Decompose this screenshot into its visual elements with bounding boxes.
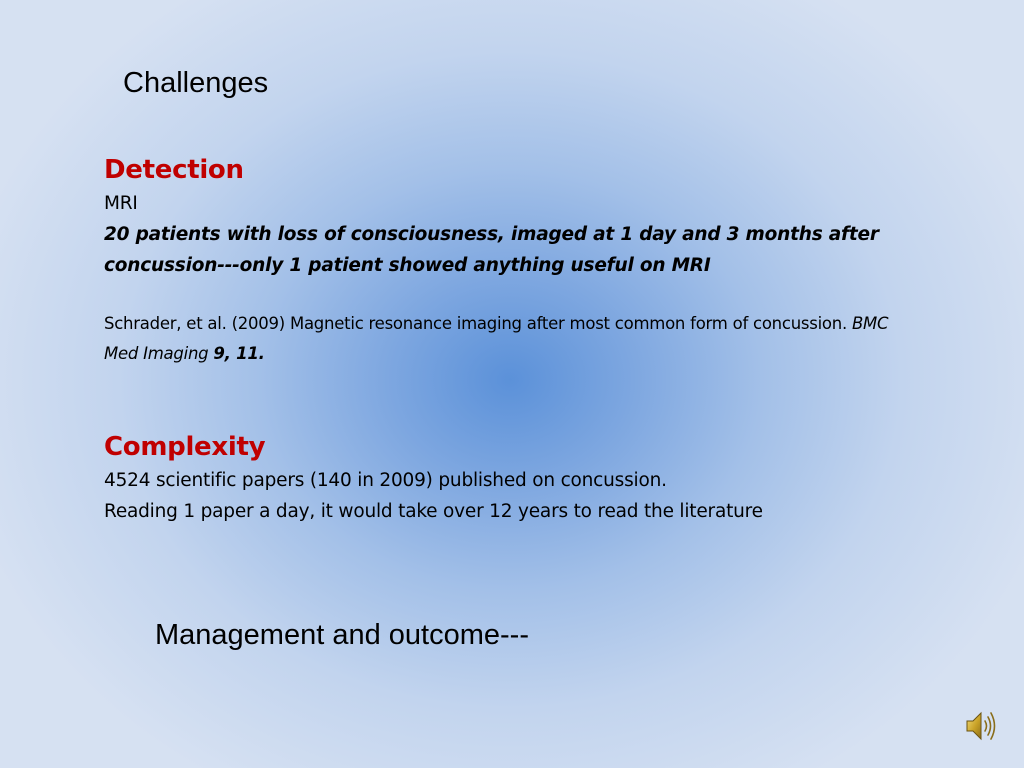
mri-finding-line-2: concussion---only 1 patient showed anything useful on MRI (104, 255, 711, 276)
citation-line-2 (104, 339, 1004, 369)
citation-journal-part-2: Med Imaging (104, 344, 214, 363)
complexity-line-2: Reading 1 paper a day, it would take over 12 years to read the literature (104, 501, 763, 522)
citation-journal-part-1: BMC (851, 314, 889, 333)
mri-finding-line-1: 20 patients with loss of consciousness, imaged at 1 day and 3 months after (104, 224, 879, 245)
citation-line-1 (104, 309, 1004, 339)
complexity-heading: Complexity (104, 432, 266, 462)
slide-content (104, 152, 1004, 527)
citation-text: Schrader, et al. (2009) Magnetic resonance imaging after most common form of concussion. (104, 314, 852, 333)
citation-volume: 9, 11. (213, 344, 265, 363)
mri-label: MRI (104, 193, 138, 214)
detection-heading: Detection (104, 155, 244, 185)
management-text: Management and outcome--- (155, 619, 529, 651)
speaker-icon[interactable] (964, 706, 998, 746)
slide-title: Challenges (123, 67, 269, 99)
speaker-icon-graphic (964, 706, 998, 746)
complexity-line-1: 4524 scientific papers (140 in 2009) published on concussion. (104, 470, 667, 491)
